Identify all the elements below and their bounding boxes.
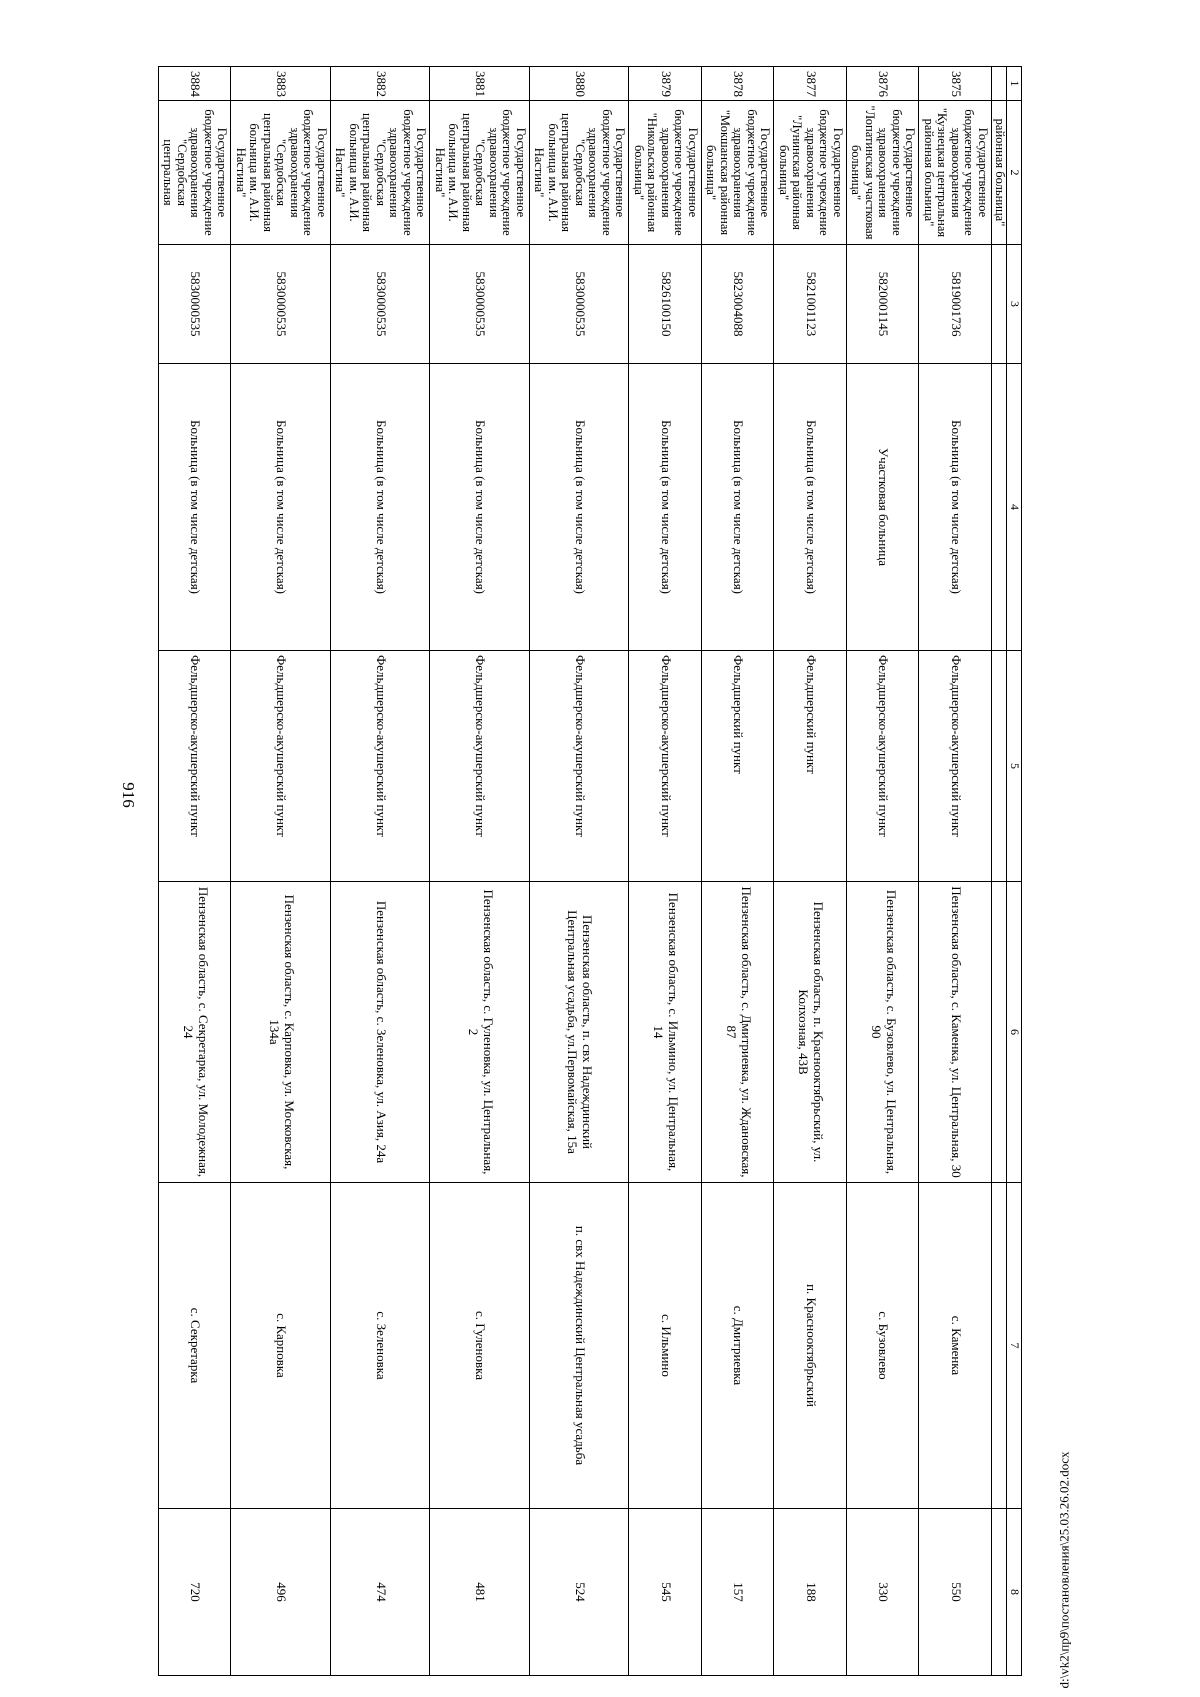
unit-kind: Фельдшерско-акушерский пункт bbox=[430, 651, 530, 882]
population-count: 330 bbox=[847, 1509, 920, 1676]
row-number: 3880 bbox=[530, 67, 630, 101]
organization-name: Государственное бюджетное учреждение здравоохранения "Сердобская центральная районная больница им. А.И. Настина" bbox=[331, 101, 431, 245]
facility-type: Больница (в том числе детская) bbox=[159, 364, 232, 651]
inn-code: 5826100150 bbox=[629, 245, 702, 364]
facility-type: Больница (в том числе детская) bbox=[774, 364, 847, 651]
population-count: 496 bbox=[231, 1509, 331, 1676]
table-row bbox=[231, 67, 331, 1676]
locality: с. Дмитриевка bbox=[702, 1183, 775, 1509]
locality: с. Карповка bbox=[231, 1183, 331, 1509]
facility-type: Больница (в том числе детская) bbox=[331, 364, 431, 651]
table-row bbox=[702, 67, 775, 1676]
continuation-text: районная больница" bbox=[992, 101, 1007, 245]
organization-name: Государственное бюджетное учреждение здравоохранения "Кузнецкая центральная районная больница" bbox=[919, 101, 992, 245]
facility-type: Участковая больница bbox=[847, 364, 920, 651]
address: Пензенская область, с. Дмитриевка, ул. Ждановская, 87 bbox=[702, 882, 775, 1183]
continuation-row bbox=[992, 67, 1007, 1676]
population-count: 524 bbox=[530, 1509, 630, 1676]
facility-type: Больница (в том числе детская) bbox=[629, 364, 702, 651]
address: Пензенская область, с. Бузовлево, ул. Центральная, 90 bbox=[847, 882, 920, 1183]
table-row bbox=[530, 67, 630, 1676]
column-number: 4 bbox=[1007, 364, 1022, 651]
table-row bbox=[847, 67, 920, 1676]
locality: с. Гуленовка bbox=[430, 1183, 530, 1509]
organization-name: Государственное бюджетное учреждение здравоохранения "Сердобская центральная районная больница им. А.И. Настина" bbox=[430, 101, 530, 245]
unit-kind: Фельдшерско-акушерский пункт bbox=[530, 651, 630, 882]
row-number: 3876 bbox=[847, 67, 920, 101]
address: Пензенская область, с. Гуленовка, ул. Центральная, 2 bbox=[430, 882, 530, 1183]
inn-code: 5830000535 bbox=[231, 245, 331, 364]
population-count: 474 bbox=[331, 1509, 431, 1676]
address: Пензенская область, с. Каменка, ул. Центральная, 30 bbox=[919, 882, 992, 1183]
footer-file-path: d:\vk2\пр9\постановления\25.03.26.02.docx bbox=[1057, 1451, 1072, 1689]
row-number: 3884 bbox=[159, 67, 232, 101]
unit-kind: Фельдшерско-акушерский пункт bbox=[847, 651, 920, 882]
inn-code: 5823004088 bbox=[702, 245, 775, 364]
locality: с. Бузовлево bbox=[847, 1183, 920, 1509]
table-row bbox=[629, 67, 702, 1676]
registry-table bbox=[158, 66, 1022, 1676]
organization-name: Государственное бюджетное учреждение здравоохранения "Сердобская центральная районная больница им. А.И. Настина" bbox=[530, 101, 630, 245]
column-number: 7 bbox=[1007, 1183, 1022, 1509]
population-count: 545 bbox=[629, 1509, 702, 1676]
column-number: 1 bbox=[1007, 67, 1022, 101]
inn-code: 5830000535 bbox=[530, 245, 630, 364]
column-number: 5 bbox=[1007, 651, 1022, 882]
population-count: 481 bbox=[430, 1509, 530, 1676]
address: Пензенская область, с. Ильмино, ул. Центральная, 14 bbox=[629, 882, 702, 1183]
locality: с. Секретарка bbox=[159, 1183, 232, 1509]
population-count: 550 bbox=[919, 1509, 992, 1676]
facility-type: Больница (в том числе детская) bbox=[702, 364, 775, 651]
locality: с. Ильмино bbox=[629, 1183, 702, 1509]
unit-kind: Фельдшерско-акушерский пункт bbox=[331, 651, 431, 882]
row-number: 3883 bbox=[231, 67, 331, 101]
address: Пензенская область, п. свх Надеждинский Центральная усадьба, ул.Первомайская, 15а bbox=[530, 882, 630, 1183]
row-number: 3882 bbox=[331, 67, 431, 101]
organization-name: Государственное бюджетное учреждение здравоохранения "Сердобская центральная bbox=[159, 101, 232, 245]
address: Пензенская область, с. Карповка, ул. Московская, 134а bbox=[231, 882, 331, 1183]
row-number: 3881 bbox=[430, 67, 530, 101]
unit-kind: Фельдшерско-акушерский пункт bbox=[159, 651, 232, 882]
organization-name: Государственное бюджетное учреждение здравоохранения "Мокшанская районная больница" bbox=[702, 101, 775, 245]
address: Пензенская область, с. Секретарка, ул. Молодежная, 24 bbox=[159, 882, 232, 1183]
unit-kind: Фельдшерско-акушерский пункт bbox=[629, 651, 702, 882]
unit-kind: Фельдшерско-акушерский пункт bbox=[919, 651, 992, 882]
table-row bbox=[919, 67, 992, 1676]
inn-code: 5830000535 bbox=[430, 245, 530, 364]
row-number: 3878 bbox=[702, 67, 775, 101]
facility-type: Больница (в том числе детская) bbox=[919, 364, 992, 651]
unit-kind: Фельдшерско-акушерский пункт bbox=[231, 651, 331, 882]
inn-code: 5819001736 bbox=[919, 245, 992, 364]
table-row bbox=[159, 67, 232, 1676]
locality: п. Краснooктябрьский bbox=[774, 1183, 847, 1509]
organization-name: Государственное бюджетное учреждение здравоохранения "Лунинская районная больница" bbox=[774, 101, 847, 245]
address: Пензенская область, п. Красноoктябрьский, ул. Колхозная, 43В bbox=[774, 882, 847, 1183]
organization-name: Государственное бюджетное учреждение здравоохранения "Лопатинская участковая больница" bbox=[847, 101, 920, 245]
facility-type: Больница (в том числе детская) bbox=[530, 364, 630, 651]
column-number: 6 bbox=[1007, 882, 1022, 1183]
locality: с. Зеленовка bbox=[331, 1183, 431, 1509]
table-row bbox=[430, 67, 530, 1676]
page-number: 916 bbox=[119, 782, 138, 808]
inn-code: 5820001145 bbox=[847, 245, 920, 364]
table-row bbox=[331, 67, 431, 1676]
unit-kind: Фельдшерский пункт bbox=[702, 651, 775, 882]
inn-code: 5830000535 bbox=[331, 245, 431, 364]
organization-name: Государственное бюджетное учреждение здравоохранения "Никольская районная больница" bbox=[629, 101, 702, 245]
organization-name: Государственное бюджетное учреждение здравоохранения "Сердобская центральная районная больница им. А.И. Настина" bbox=[231, 101, 331, 245]
locality: п. свх Надеждинский Центральная усадьба bbox=[530, 1183, 630, 1509]
unit-kind: Фельдшерский пункт bbox=[774, 651, 847, 882]
facility-type: Больница (в том числе детская) bbox=[231, 364, 331, 651]
column-number: 8 bbox=[1007, 1509, 1022, 1676]
population-count: 720 bbox=[159, 1509, 232, 1676]
row-number: 3879 bbox=[629, 67, 702, 101]
row-number: 3877 bbox=[774, 67, 847, 101]
column-number: 2 bbox=[1007, 101, 1022, 245]
address: Пензенская область, с. Зеленовка, ул. Азия, 24а bbox=[331, 882, 431, 1183]
population-count: 157 bbox=[702, 1509, 775, 1676]
table-row bbox=[774, 67, 847, 1676]
locality: с. Каменка bbox=[919, 1183, 992, 1509]
population-count: 188 bbox=[774, 1509, 847, 1676]
inn-code: 5830000535 bbox=[159, 245, 232, 364]
rotated-table-area bbox=[161, 66, 1022, 1675]
row-number: 3875 bbox=[919, 67, 992, 101]
facility-type: Больница (в том числе детская) bbox=[430, 364, 530, 651]
inn-code: 5821001123 bbox=[774, 245, 847, 364]
column-number-row bbox=[1007, 67, 1022, 1676]
column-number: 3 bbox=[1007, 245, 1022, 364]
